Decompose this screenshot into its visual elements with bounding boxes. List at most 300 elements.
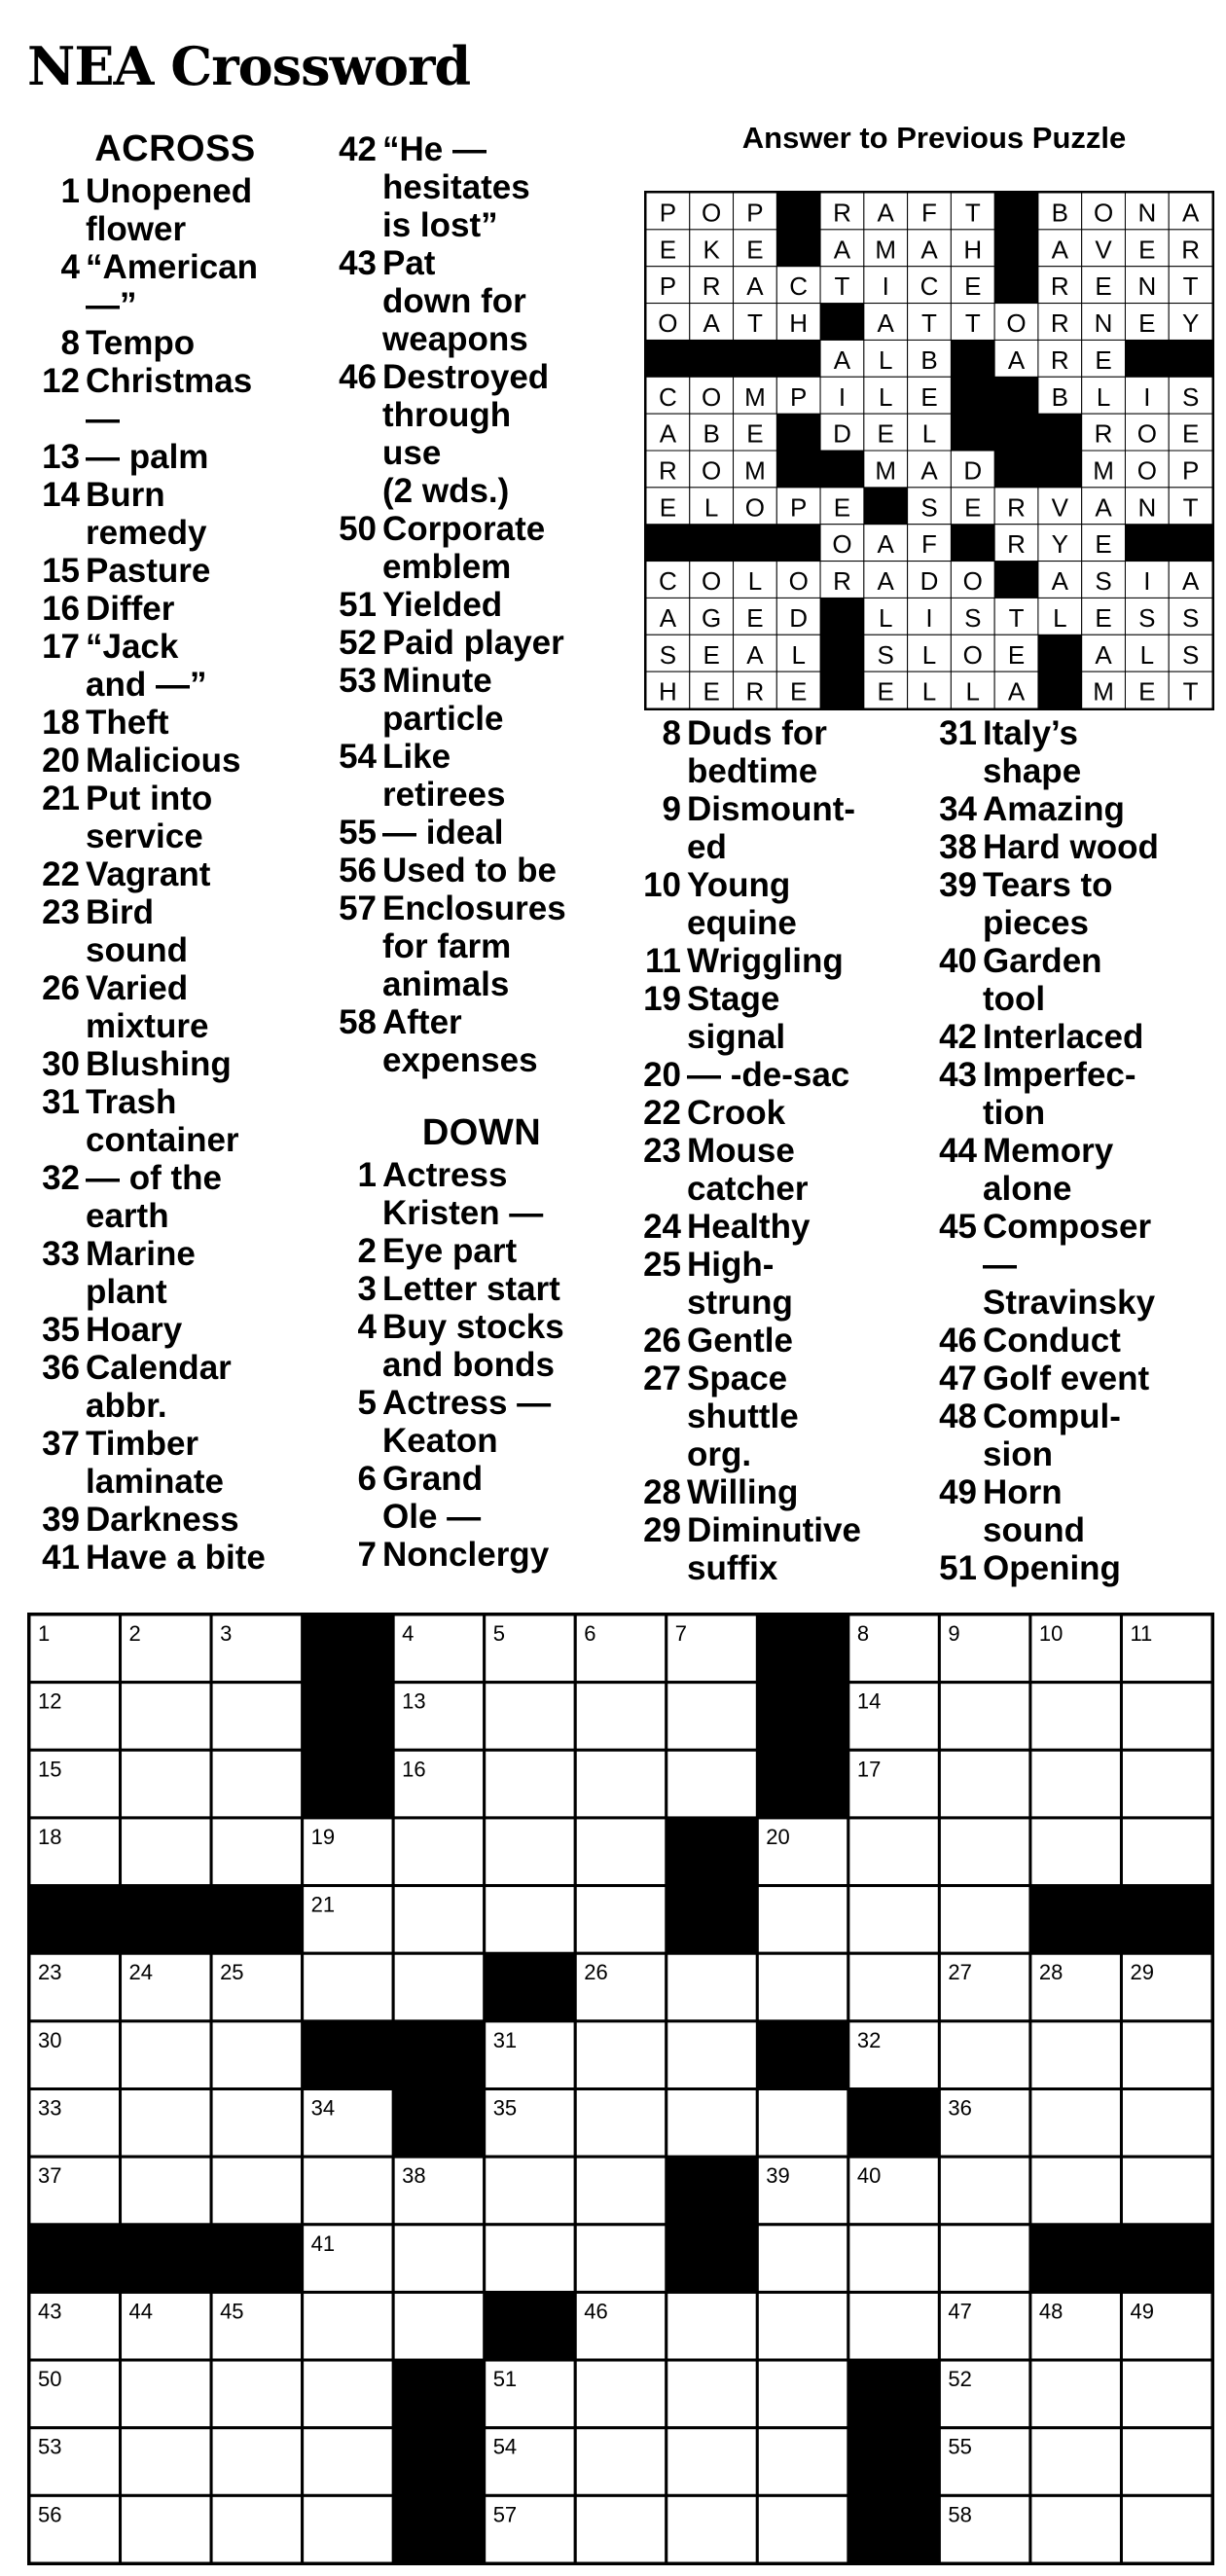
grid-cell[interactable] — [1121, 2360, 1212, 2428]
puzzle-title: NEA Crossword — [27, 35, 471, 97]
prev-answer-letter: A — [1181, 198, 1200, 228]
prev-answer-letter: M — [875, 455, 897, 486]
grid-cell[interactable] — [485, 1683, 576, 1751]
clue-item — [326, 1308, 637, 1384]
black-cell — [393, 2089, 485, 2158]
clue-text: Tempo — [86, 324, 196, 362]
prev-answer-letter: A — [746, 272, 764, 302]
grid-cell[interactable] — [939, 2225, 1030, 2293]
grid-cell[interactable] — [1030, 1818, 1122, 1886]
grid-cell[interactable] — [1030, 2021, 1122, 2089]
prev-answer-letter: T — [964, 198, 981, 228]
grid-cell[interactable] — [939, 1683, 1030, 1751]
grid-cell[interactable] — [757, 1886, 848, 1954]
clue-item — [29, 476, 321, 552]
prev-answer-letter: L — [921, 676, 937, 707]
clue-text: Pasture — [86, 552, 211, 590]
grid-cell[interactable] — [1030, 2360, 1122, 2428]
prev-black-cell — [864, 488, 908, 525]
grid-cell[interactable] — [1030, 2428, 1122, 2496]
clue-number: 50 — [339, 510, 377, 548]
clue-number: 21 — [42, 780, 80, 817]
prev-answer-letter: O — [702, 381, 722, 412]
grid-cell[interactable] — [121, 1683, 212, 1751]
clue-number: 44 — [939, 1132, 977, 1170]
grid-cell[interactable] — [667, 1750, 758, 1818]
grid-cell[interactable] — [667, 2292, 758, 2360]
clue-item — [326, 889, 637, 1003]
grid-cell[interactable] — [121, 2495, 212, 2563]
grid-cell[interactable] — [121, 2360, 212, 2428]
grid-cell[interactable] — [757, 2495, 848, 2563]
clue-text: Minute particle — [382, 662, 504, 738]
grid-cell[interactable] — [757, 2292, 848, 2360]
prev-answer-letter: O — [962, 566, 983, 597]
clue-number: 37 — [42, 1425, 80, 1463]
grid-cell[interactable] — [393, 1953, 485, 2021]
clue-text: Used to be — [382, 852, 557, 889]
prev-black-cell — [820, 635, 864, 671]
clue-item — [326, 1384, 637, 1460]
grid-cell[interactable] — [575, 2021, 667, 2089]
grid-cell[interactable] — [1121, 2495, 1212, 2563]
grid-cell[interactable] — [939, 2157, 1030, 2225]
prev-answer-letter: E — [703, 639, 720, 670]
clue-number: 22 — [643, 1094, 681, 1132]
grid-cell[interactable] — [485, 1818, 576, 1886]
cell-number: 29 — [1130, 1960, 1154, 1985]
prev-answer-letter: R — [1094, 418, 1113, 449]
clue-text: Put into service — [86, 780, 213, 855]
grid-cell[interactable] — [667, 1953, 758, 2021]
prev-answer-letter: S — [1095, 566, 1112, 597]
grid-cell[interactable] — [1030, 2495, 1122, 2563]
grid-cell[interactable] — [575, 2428, 667, 2496]
prev-black-cell — [994, 267, 1038, 304]
grid-cell[interactable] — [211, 1818, 303, 1886]
black-cell — [848, 2428, 940, 2496]
clue-text: Like retirees — [382, 738, 506, 814]
clue-item — [326, 130, 637, 244]
grid-cell[interactable] — [211, 1683, 303, 1751]
black-cell — [757, 2021, 848, 2089]
clue-number: 9 — [662, 790, 681, 828]
clue-number: 52 — [339, 624, 377, 662]
grid-cell[interactable] — [211, 1750, 303, 1818]
clue-item — [29, 324, 321, 362]
grid-cell[interactable] — [303, 1953, 394, 2021]
clue-text: Yielded — [382, 586, 503, 624]
clue-item — [29, 1539, 321, 1577]
clue-item — [631, 1360, 922, 1473]
grid-cell[interactable] — [121, 2021, 212, 2089]
grid-cell[interactable] — [303, 2495, 394, 2563]
black-cell — [29, 2225, 121, 2293]
clue-text: “He — hesitates is lost” — [382, 130, 530, 244]
clue-item — [926, 1397, 1218, 1473]
clues-column-2 — [326, 130, 637, 1574]
clue-number: 33 — [42, 1235, 80, 1273]
clue-number: 51 — [939, 1549, 977, 1587]
grid-cell[interactable] — [939, 2021, 1030, 2089]
clue-text: High- strung — [687, 1246, 793, 1322]
prev-answer-letter: O — [702, 198, 722, 228]
clue-item — [29, 855, 321, 893]
clue-text: Space shuttle org. — [687, 1360, 799, 1473]
black-cell — [29, 1886, 121, 1954]
clue-text: Hard wood — [983, 828, 1159, 866]
clue-number: 46 — [339, 358, 377, 396]
prev-answer-letter: O — [702, 455, 722, 486]
prev-black-cell — [994, 377, 1038, 414]
prev-answer-letter: A — [1181, 566, 1200, 597]
prev-black-cell — [646, 340, 690, 377]
grid-cell[interactable] — [393, 1886, 485, 1954]
cell-number: 6 — [584, 1621, 596, 1646]
grid-cell[interactable] — [1121, 2089, 1212, 2158]
prev-answer-letter: N — [1137, 492, 1157, 523]
grid-cell[interactable] — [1121, 2428, 1212, 2496]
grid-cell[interactable] — [575, 1818, 667, 1886]
clue-number: 1 — [60, 172, 80, 210]
grid-cell[interactable] — [211, 2360, 303, 2428]
prev-black-cell — [734, 525, 777, 562]
prev-answer-letter: V — [1051, 492, 1068, 523]
prev-answer-letter: I — [882, 272, 889, 302]
clue-item — [631, 1511, 922, 1587]
clue-text: Interlaced — [983, 1018, 1144, 1056]
grid-cell[interactable] — [121, 2157, 212, 2225]
prev-answer-letter: P — [790, 492, 808, 523]
grid-cell[interactable] — [848, 2292, 940, 2360]
clue-text: Enclosures for farm animals — [382, 889, 566, 1003]
prev-black-cell — [1125, 340, 1169, 377]
grid-cell[interactable] — [939, 1750, 1030, 1818]
clue-text: Composer — Stravinsky — [983, 1208, 1156, 1322]
clue-text: Dismount- ed — [687, 790, 856, 866]
clue-item — [29, 704, 321, 742]
clue-text: Darkness — [86, 1501, 239, 1539]
cell-number: 26 — [584, 1960, 608, 1985]
prev-answer-letter: P — [746, 198, 764, 228]
cell-number: 2 — [128, 1621, 141, 1646]
grid-cell[interactable] — [575, 2360, 667, 2428]
prev-answer-letter: N — [1094, 308, 1113, 339]
prev-answer-letter: R — [833, 566, 851, 597]
clue-item — [29, 552, 321, 590]
grid-cell[interactable] — [211, 2021, 303, 2089]
prev-black-cell — [776, 414, 820, 451]
grid-cell[interactable] — [1030, 1750, 1122, 1818]
cell-number: 45 — [220, 2299, 244, 2324]
grid-cell[interactable] — [667, 2428, 758, 2496]
prev-answer-letter: R — [1007, 492, 1026, 523]
prev-answer-letter: M — [1093, 455, 1114, 486]
grid-cell[interactable] — [848, 1818, 940, 1886]
prev-answer-letter: E — [703, 676, 720, 707]
prev-answer-letter: B — [1051, 381, 1068, 412]
cell-number: 37 — [38, 2163, 62, 2189]
clue-number: 30 — [42, 1045, 80, 1083]
grid-cell[interactable] — [485, 1750, 576, 1818]
cell-number: 53 — [38, 2434, 62, 2459]
clue-number: 12 — [42, 362, 80, 400]
grid-cell[interactable] — [303, 2360, 394, 2428]
prev-answer-letter: L — [703, 492, 719, 523]
clue-number: 39 — [42, 1501, 80, 1539]
prev-answer-letter: T — [1182, 492, 1199, 523]
grid-cell[interactable] — [121, 1818, 212, 1886]
prev-answer-letter: T — [1182, 676, 1199, 707]
grid-cell[interactable] — [211, 2495, 303, 2563]
prev-answer-letter: D — [963, 455, 983, 486]
prev-answer-letter: D — [789, 602, 809, 633]
clue-item — [29, 742, 321, 780]
grid-cell[interactable] — [121, 2428, 212, 2496]
prev-answer-letter: E — [964, 492, 982, 523]
grid-cell[interactable] — [303, 2292, 394, 2360]
prev-answer-letter: I — [925, 602, 933, 633]
prev-answer-letter: R — [702, 272, 721, 302]
grid-cell[interactable] — [575, 1886, 667, 1954]
grid-cell[interactable] — [575, 1750, 667, 1818]
grid-cell[interactable] — [485, 1886, 576, 1954]
prev-answer-letter: H — [658, 676, 677, 707]
clue-text: Duds for bedtime — [687, 714, 827, 790]
prev-answer-letter: L — [921, 418, 937, 449]
cell-number: 1 — [38, 1621, 51, 1646]
prev-answer-letter: I — [1143, 566, 1151, 597]
clue-number: 13 — [42, 438, 80, 476]
grid-cell[interactable] — [757, 2225, 848, 2293]
black-cell — [121, 1886, 212, 1954]
clue-text: Diminutive suffix — [687, 1511, 861, 1587]
prev-answer-letter: A — [920, 455, 938, 486]
clue-text: Willing — [687, 1473, 799, 1511]
cell-number: 11 — [1130, 1621, 1153, 1646]
clue-text: Tears to pieces — [983, 866, 1113, 942]
clue-text: — ideal — [382, 814, 504, 852]
grid-cell[interactable] — [757, 2089, 848, 2158]
prev-answer-letter: O — [962, 639, 983, 670]
prev-answer-letter: L — [921, 639, 937, 670]
clue-text: Unopened flower — [86, 172, 253, 248]
grid-cell[interactable] — [393, 1818, 485, 1886]
clue-item — [631, 1473, 922, 1511]
clue-item — [926, 790, 1218, 828]
clue-item — [29, 969, 321, 1045]
grid-cell[interactable] — [575, 2225, 667, 2293]
clue-item — [326, 244, 637, 358]
grid-cell[interactable] — [848, 1953, 940, 2021]
clue-text: Mouse catcher — [687, 1132, 809, 1208]
clue-item — [631, 866, 922, 942]
grid-cell[interactable] — [393, 2292, 485, 2360]
grid-cell[interactable] — [757, 2428, 848, 2496]
clue-number: 49 — [939, 1473, 977, 1511]
grid-cell[interactable] — [575, 2495, 667, 2563]
grid-cell[interactable] — [1030, 2157, 1122, 2225]
cell-number: 7 — [674, 1621, 688, 1646]
clue-item — [926, 1056, 1218, 1132]
grid-cell[interactable] — [393, 2225, 485, 2293]
prev-answer-letter: E — [1138, 676, 1156, 707]
prev-black-cell — [994, 562, 1038, 599]
prev-answer-letter: E — [1138, 235, 1156, 265]
prev-black-cell — [1038, 451, 1082, 488]
prev-answer-letter: O — [744, 492, 766, 523]
grid-cell[interactable] — [575, 2157, 667, 2225]
prev-answer-letter: T — [1008, 602, 1025, 633]
prev-answer-letter: L — [1053, 602, 1067, 633]
grid-cell[interactable] — [1121, 1683, 1212, 1751]
clue-number: 57 — [339, 889, 377, 927]
cell-number: 30 — [38, 2027, 62, 2052]
prev-answer-letter: B — [1051, 198, 1068, 228]
grid-cell[interactable] — [485, 2225, 576, 2293]
prev-answer-letter: L — [1139, 639, 1155, 670]
cell-number: 27 — [948, 1960, 972, 1985]
clue-number: 10 — [643, 866, 681, 904]
prev-answer-letter: H — [789, 308, 809, 339]
grid-cell[interactable] — [667, 2021, 758, 2089]
clue-item — [29, 172, 321, 248]
clue-item — [29, 1349, 321, 1425]
prev-answer-letter: O — [1093, 198, 1114, 228]
cell-number: 10 — [1038, 1621, 1064, 1646]
prev-answer-letter: E — [964, 272, 982, 302]
prev-black-cell — [690, 525, 734, 562]
clue-text: Christmas — — [86, 362, 253, 438]
prev-answer-letter: H — [963, 235, 983, 265]
prev-black-cell — [994, 230, 1038, 267]
prev-answer-letter: D — [920, 566, 939, 597]
grid-cell[interactable] — [667, 1683, 758, 1751]
prev-answer-letter: S — [1181, 602, 1200, 633]
grid-cell[interactable] — [939, 1886, 1030, 1954]
clue-number: 34 — [939, 790, 977, 828]
prev-answer-letter: O — [1136, 455, 1157, 486]
grid-cell[interactable] — [303, 2428, 394, 2496]
clue-text: Stage signal — [687, 980, 786, 1056]
black-cell — [1121, 1886, 1212, 1954]
clue-number: 43 — [939, 1056, 977, 1094]
black-cell — [667, 2157, 758, 2225]
cell-number: 55 — [948, 2434, 972, 2459]
clue-item — [29, 590, 321, 628]
black-cell — [1030, 1886, 1122, 1954]
grid-cell[interactable] — [121, 2089, 212, 2158]
clue-text: Burn remedy — [86, 476, 207, 552]
prev-answer-letter: A — [746, 639, 764, 670]
prev-answer-letter: L — [965, 676, 981, 707]
clue-item — [631, 790, 922, 866]
grid-cell[interactable] — [848, 1886, 940, 1954]
black-cell — [667, 1818, 758, 1886]
prev-answer-letter: E — [1007, 639, 1026, 670]
grid-cell[interactable] — [757, 1953, 848, 2021]
grid-cell[interactable] — [211, 2157, 303, 2225]
clue-item — [29, 780, 321, 855]
crossword-grid-svg[interactable] — [27, 1613, 1214, 2565]
cell-number: 3 — [220, 1621, 233, 1646]
prev-answer-letter: A — [703, 308, 720, 339]
cell-number: 33 — [38, 2095, 62, 2121]
clue-number: 27 — [643, 1360, 681, 1397]
grid-cell[interactable] — [1121, 1818, 1212, 1886]
clue-item — [326, 1270, 637, 1308]
prev-black-cell — [820, 451, 864, 488]
clue-item — [326, 738, 637, 814]
grid-cell[interactable] — [1121, 2157, 1212, 2225]
prev-answer-letter: C — [658, 566, 677, 597]
grid-cell[interactable] — [1030, 1683, 1122, 1751]
clue-number: 4 — [60, 248, 80, 286]
grid-cell[interactable] — [848, 2225, 940, 2293]
prev-answer-letter: E — [790, 676, 808, 707]
grid-cell[interactable] — [303, 2157, 394, 2225]
prev-answer-letter: O — [658, 308, 678, 339]
clue-item — [631, 980, 922, 1056]
clue-number: 23 — [643, 1132, 681, 1170]
clue-text: Actress — Keaton — [382, 1384, 552, 1460]
clue-item — [926, 1322, 1218, 1360]
grid-cell[interactable] — [211, 2089, 303, 2158]
grid-cell[interactable] — [667, 2360, 758, 2428]
grid-cell[interactable] — [667, 2089, 758, 2158]
clue-text: Wriggling — [687, 942, 844, 980]
grid-cell[interactable] — [1030, 2089, 1122, 2158]
clue-number: 25 — [643, 1246, 681, 1284]
grid-cell[interactable] — [575, 1683, 667, 1751]
grid-cell[interactable] — [211, 2428, 303, 2496]
clue-item — [926, 828, 1218, 866]
clue-number: 20 — [643, 1056, 681, 1094]
cell-number: 16 — [402, 1757, 426, 1782]
clue-number: 45 — [939, 1208, 977, 1246]
prev-answer-letter: A — [1095, 639, 1112, 670]
clue-item — [926, 1132, 1218, 1208]
clue-text: Malicious — [86, 742, 241, 780]
prev-answer-letter: A — [833, 235, 851, 265]
clue-item — [326, 586, 637, 624]
clue-number: 8 — [662, 714, 681, 752]
grid-cell[interactable] — [757, 2360, 848, 2428]
grid-cell[interactable] — [1121, 1750, 1212, 1818]
prev-answer-letter: E — [877, 676, 894, 707]
grid-cell[interactable] — [121, 1750, 212, 1818]
grid-cell[interactable] — [485, 2157, 576, 2225]
prev-answer-letter: K — [703, 235, 720, 265]
clue-item — [631, 1132, 922, 1208]
prev-answer-letter: I — [838, 381, 847, 412]
clue-item — [926, 714, 1218, 790]
clue-text: Memory alone — [983, 1132, 1114, 1208]
prev-answer-letter: A — [877, 566, 894, 597]
prev-black-cell — [951, 377, 994, 414]
cell-number: 56 — [38, 2502, 62, 2527]
clue-item — [326, 358, 637, 510]
grid-cell[interactable] — [1121, 2021, 1212, 2089]
crossword-grid[interactable] — [27, 1613, 1214, 2565]
black-cell — [848, 2495, 940, 2563]
grid-cell[interactable] — [575, 2089, 667, 2158]
clue-number: 3 — [357, 1270, 377, 1308]
grid-cell[interactable] — [667, 2495, 758, 2563]
black-cell — [211, 2225, 303, 2293]
prev-answer-letter: B — [920, 345, 938, 375]
grid-cell[interactable] — [939, 1818, 1030, 1886]
